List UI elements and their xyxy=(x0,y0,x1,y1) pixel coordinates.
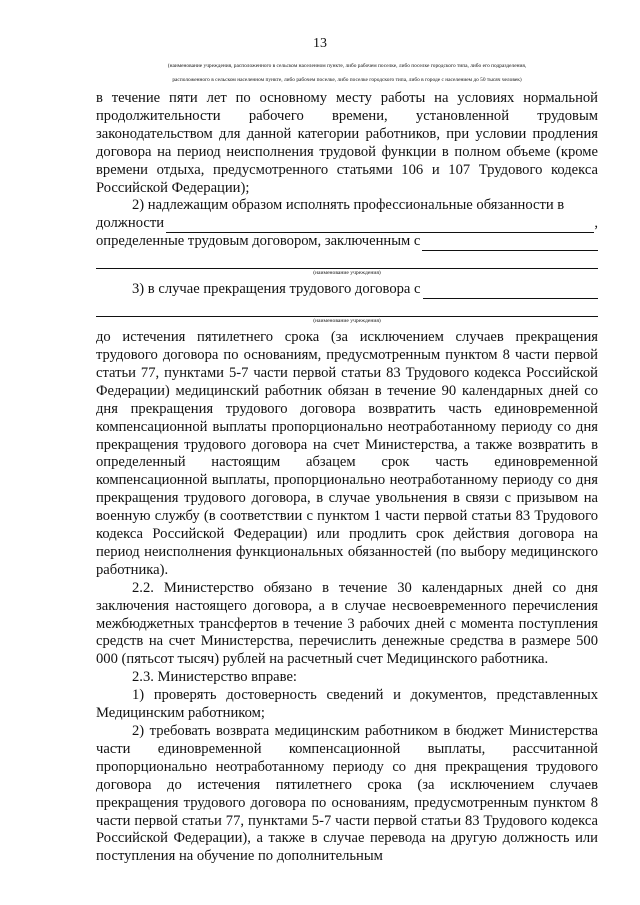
position-row xyxy=(96,215,598,233)
paragraph-1: в течение пяти лет по основному месту работы на условиях нормальной продолжительности рабочего времени, установленной трудовым законодательством для данной категории работников, при условии продления договора на период неисполнения трудовой функции в полном объеме (кроме времени отдыха, предусмотренного статьями 106 и 107 Трудового кодекса Российской Федерации); xyxy=(96,90,598,196)
document-body xyxy=(96,90,598,866)
position-label: должности xyxy=(96,215,165,232)
position-blank[interactable] xyxy=(166,219,594,233)
institution-blank-2[interactable] xyxy=(96,299,598,317)
header-note-1: (наименование учреждения, расположенного в сельском населенном пункте, либо рабочем поселке, либо поселке городского типа, либо его подразделения, xyxy=(167,63,527,69)
header-note-2: расположенного в сельском населенном пункте, либо рабочем поселке, либо поселке городского типа, либо в городе с населением до 50 тысяч человек) xyxy=(172,77,522,83)
institution-caption-1: (наименование учреждения) xyxy=(313,270,381,277)
termination-blank[interactable] xyxy=(423,285,598,299)
paragraph-4: до истечения пятилетнего срока (за исключением случаев прекращения трудового договора по основаниям, предусмотренным пунктом 8 части первой статьи 77, пунктами 5-7 части первой статьи 83 Трудового кодекса Российской Федерации) медицинский работник обязан в течение 90 календарных дней со дня прекращения трудового договора возвратить часть единовременной компенсационной выплаты пропорционально неотработанному периоду со дня прекращения трудового договора на счет Министерства, а также возвратить в определенный настоящим абзацем срок часть единовременной компенсационной выплаты, пропорционально неотработанному периоду со дня прекращения трудового договора, в случае увольнения в связи с призывом на военную службу (в соответствии с пунктом 1 части первой статьи 83 Трудового кодекса Российской Федерации) или продлить срок действия договора на период неисполнения функциональных обязанностей (по выбору медицинского работника). xyxy=(96,329,598,578)
paragraph-7: 1) проверять достоверность сведений и документов, представленных Медицинским работником; xyxy=(96,687,598,722)
paragraph-2-line-1: 2) надлежащим образом исполнять профессиональные обязанности в xyxy=(132,197,565,214)
page-number: 13 xyxy=(313,36,327,51)
termination-label: 3) в случае прекращения трудового договора с xyxy=(132,281,421,298)
contract-label: определенные трудовым договором, заключенным с xyxy=(96,233,421,250)
contract-blank[interactable] xyxy=(422,237,598,251)
paragraph-8: 2) требовать возврата медицинским работником в бюджет Министерства части единовременной компенсационной выплаты, рассчитанной пропорционально неотработанному периоду со дня прекращения трудового договора до истечения пятилетнего срока (за исключением случаев прекращения трудового договора по основаниям, предусмотренным пунктом 8 части первой статьи 77, пунктами 5-7 части первой статьи 83 Трудового кодекса Российской Федерации), а также в случае перевода на другую должность или поступления на обучение по дополнительным xyxy=(96,723,598,865)
institution-blank-1[interactable] xyxy=(96,251,598,269)
paragraph-6: 2.3. Министерство вправе: xyxy=(132,669,297,686)
termination-row xyxy=(96,281,598,299)
institution-caption-2: (наименование учреждения) xyxy=(313,318,381,325)
contract-row xyxy=(96,233,598,251)
paragraph-5: 2.2. Министерство обязано в течение 30 календарных дней со дня заключения настоящего договора, а в случае несвоевременного перечисления межбюджетных трансфертов в течение 3 рабочих дней с момента поступления средств на счет Министерства, перечислить денежные средства в размере 500 000 (пятьсот тысяч) рублей на расчетный счет Медицинского работника. xyxy=(96,579,598,668)
position-comma: , xyxy=(594,215,598,232)
